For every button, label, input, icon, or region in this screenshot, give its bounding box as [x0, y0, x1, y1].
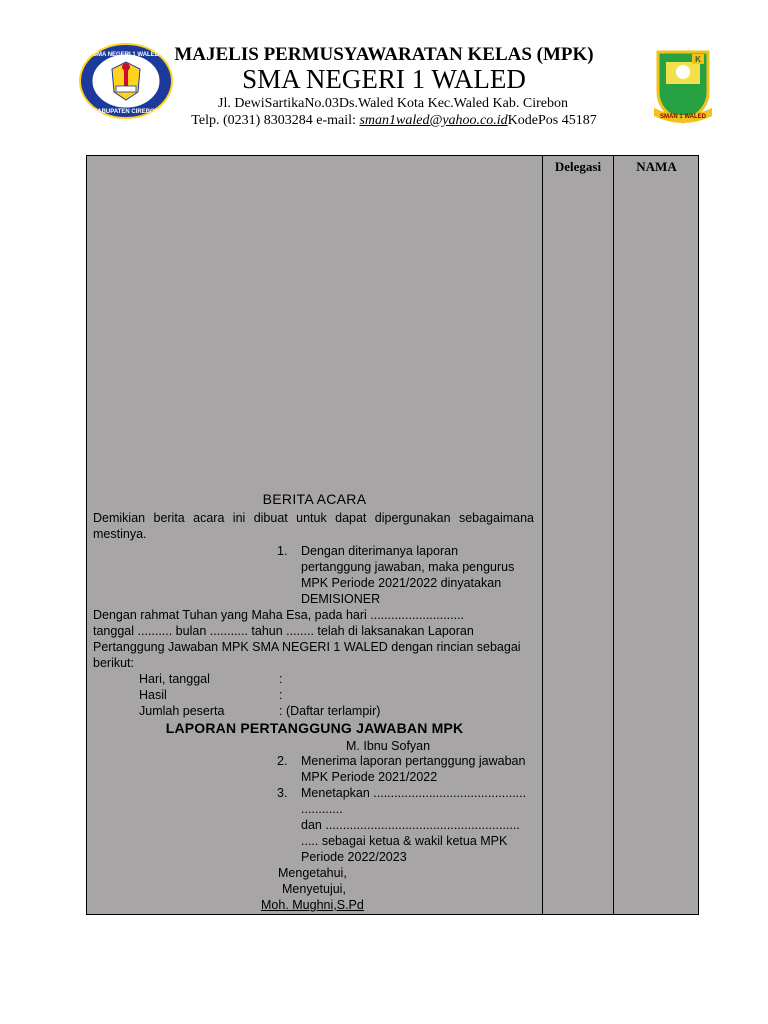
field-hari-colon: : [279, 672, 283, 686]
item-1-line-3: MPK Periode 2021/2022 dinyatakan [301, 576, 502, 590]
item-1-line-4: DEMISIONER [301, 592, 381, 606]
item-3-line-1: Menetapkan ............................................ [301, 786, 527, 800]
header-address: Jl. DewiSartikaNo.03Ds.Waled Kota Kec.Waled Kab. Cirebon [218, 96, 568, 111]
item-3-line-5: Periode 2022/2023 [301, 850, 407, 864]
right-logo-letter: K [695, 55, 701, 64]
field-hari-label: Hari, tanggal [139, 672, 210, 686]
para-line-2: tanggal .......... bulan ........... tahun ........ telah di laksanakan Laporan [93, 624, 474, 638]
left-logo-bottom-text: KABUPATEN CIREBON [92, 109, 160, 115]
item-1-number: 1. [277, 544, 288, 558]
para-line-3: Pertanggung Jawaban MPK SMA NEGERI 1 WALED dengan rincian sebagai [93, 640, 521, 654]
mengetahui-label: Mengetahui, [278, 866, 347, 880]
field-hasil-colon: : [279, 688, 283, 702]
field-hasil-label: Hasil [139, 688, 167, 702]
para-line-1: Dengan rahmat Tuhan yang Maha Esa, pada hari ........................... [93, 608, 465, 622]
item-1-line-1: Dengan diterimanya laporan [301, 544, 459, 558]
header-contact [0, 113, 768, 129]
column-header-delegasi: Delegasi [554, 159, 602, 174]
item-3-line-3: dan ........................................................ [301, 818, 520, 832]
left-logo-top-text: SMA NEGERI 1 WALED [92, 52, 160, 58]
item-2-number: 2. [277, 754, 288, 768]
lpj-heading: LAPORAN PERTANGGUNG JAWABAN MPK [165, 720, 464, 736]
item-3-line-4: ..... sebagai ketua & wakil ketua MPK [301, 834, 508, 848]
header-organization: MAJELIS PERMUSYAWARATAN KELAS (MPK) [174, 44, 594, 65]
item-3-number: 3. [277, 786, 288, 800]
table-delegasi-column [542, 155, 614, 915]
intro-paragraph: Demikian berita acara ini dibuat untuk dapat dipergunakan sebagaimana mestinya. [93, 511, 534, 541]
item-2-line-1: Menerima laporan pertanggung jawaban [301, 754, 526, 768]
header-postcode: KodePos 45187 [507, 113, 597, 128]
signer-name: Moh. Mughni,S.Pd [261, 898, 364, 912]
item-3-line-2: ............ [301, 802, 343, 816]
header-email-link[interactable]: sman1waled@yahoo.co.id [359, 113, 508, 128]
right-logo-banner-text: SMAN 1 WALED [659, 114, 707, 120]
item-2-line-2: MPK Periode 2021/2022 [301, 770, 438, 784]
header-school-name: SMA NEGERI 1 WALED [242, 64, 526, 94]
para-line-4: berikut: [93, 656, 134, 670]
column-header-nama: NAMA [636, 159, 677, 174]
field-jumlah-value: : (Daftar terlampir) [279, 704, 381, 718]
name-top: M. Ibnu Sofyan [346, 739, 431, 753]
item-1-line-2: pertanggung jawaban, maka pengurus [301, 560, 515, 574]
section-title: BERITA ACARA [262, 491, 367, 507]
field-jumlah-label: Jumlah peserta [139, 704, 225, 718]
header-phone: Telp. (0231) 8303284 e-mail: [191, 113, 360, 128]
menyetujui-label: Menyetujui, [282, 882, 346, 896]
